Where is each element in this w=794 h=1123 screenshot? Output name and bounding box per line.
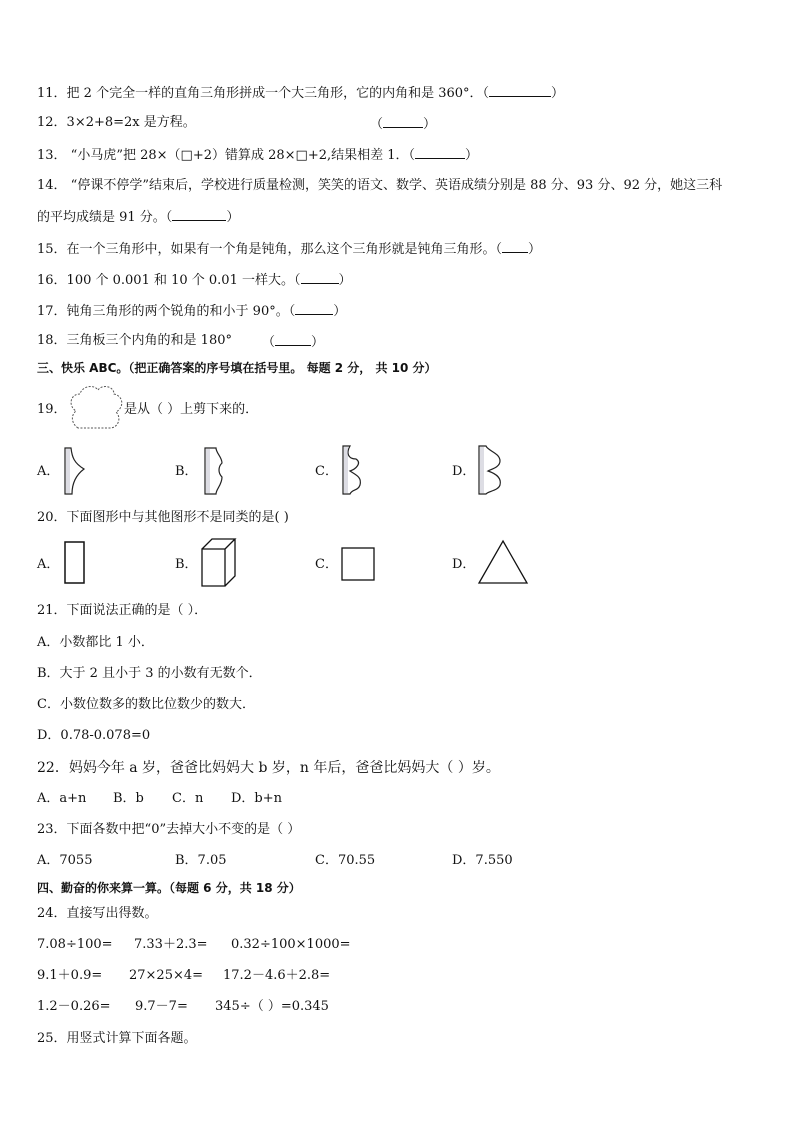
question-25: 25．用竖式计算下面各题。	[37, 1031, 197, 1046]
question-22: 22．妈妈今年 a 岁，爸爸比妈妈大 b 岁，n 年后，爸爸比妈妈大（ ）岁。	[37, 760, 500, 776]
question-17: 17．钝角三角形的两个锐角的和小于 90°。（ ）	[37, 304, 347, 319]
calc-item: 9.7－7=	[135, 999, 188, 1014]
shape-a-icon	[64, 447, 90, 495]
answer-blank[interactable]	[275, 333, 311, 346]
question-12: 12．3×2+8=2x 是方程。	[37, 115, 196, 130]
question-21: 21．下面说法正确的是（ ）．	[37, 603, 208, 618]
cloud-shape-icon	[68, 384, 124, 436]
square-shape-icon	[341, 547, 375, 581]
question-19-number: 19．	[37, 402, 67, 417]
question-16: 16．100 个 0.001 和 10 个 0.01 一样大。（ ）	[37, 273, 352, 288]
answer-blank[interactable]	[172, 208, 226, 221]
question-18: 18．三角板三个内角的和是 180°	[37, 333, 232, 348]
shape-b-icon	[204, 447, 230, 495]
q19-option-d[interactable]: D．	[452, 464, 476, 479]
q23-option-d[interactable]: D．7.550	[452, 853, 513, 868]
section-4-heading: 四、勤奋的你来算一算。（每题 6 分，共 18 分）	[37, 881, 301, 895]
question-23: 23．下面各数中把“0”去掉大小不变的是（ ）	[37, 822, 301, 837]
q23-option-a[interactable]: A．7055	[37, 853, 93, 868]
rectangle-shape-icon	[64, 541, 86, 585]
calc-item: 0.32÷100×1000=	[231, 937, 351, 952]
question-19-text: 是从（ ）上剪下来的．	[124, 402, 259, 417]
triangle-shape-icon	[478, 540, 528, 584]
q21-option-a[interactable]: A．小数都比 1 小．	[37, 635, 154, 650]
cuboid-shape-icon	[201, 538, 237, 588]
question-15: 15．在一个三角形中，如果有一个角是钝角，那么这个三角形就是钝角三角形。（ ）	[37, 242, 542, 257]
question-13: 13． “小马虎”把 28×（□+2）错算成 28×□+2,结果相差 1．（ ）	[37, 148, 479, 163]
answer-blank[interactable]	[301, 271, 339, 284]
question-14-line2: 的平均成绩是 91 分。（ ）	[37, 210, 240, 225]
calc-item: 7.33＋2.3=	[134, 937, 208, 952]
question-14-line1: 14． “停课不停学”结束后，学校进行质量检测，笑笑的语文、数学、英语成绩分别是 88 分、93 分、92 分，她这三科	[37, 178, 723, 193]
question-24: 24．直接写出得数。	[37, 906, 158, 921]
question-18-answer: （ ）	[262, 335, 325, 350]
q21-option-d[interactable]: D．0.78-0.078=0	[37, 728, 151, 743]
calc-item: 27×25×4=	[129, 968, 204, 983]
q23-option-b[interactable]: B．7.05	[175, 853, 227, 868]
question-11: 11．把 2 个完全一样的直角三角形拼成一个大三角形，它的内角和是 360°．（ ）	[37, 86, 565, 101]
question-20: 20．下面图形中与其他图形不是同类的是( )	[37, 510, 289, 525]
answer-blank[interactable]	[489, 84, 551, 97]
calc-item: 1.2－0.26=	[37, 999, 111, 1014]
q23-option-c[interactable]: C．70.55	[315, 853, 376, 868]
q22-option-c[interactable]: C．n	[172, 791, 204, 806]
q21-option-c[interactable]: C．小数位数多的数比位数少的数大．	[37, 697, 255, 712]
q20-option-c[interactable]: C．	[315, 557, 338, 572]
q19-option-c[interactable]: C．	[315, 464, 338, 479]
q19-option-a[interactable]: A．	[37, 464, 60, 479]
calc-item: 9.1＋0.9=	[37, 968, 103, 983]
q19-option-b[interactable]: B．	[175, 464, 198, 479]
answer-blank[interactable]	[383, 115, 423, 128]
calc-item: 7.08÷100=	[37, 937, 113, 952]
question-12-answer: （ ）	[370, 117, 437, 132]
shape-c-icon	[342, 445, 370, 495]
calc-item: 345÷（ ）=0.345	[215, 999, 329, 1014]
q20-option-b[interactable]: B．	[175, 557, 198, 572]
answer-blank[interactable]	[415, 146, 465, 159]
answer-blank[interactable]	[502, 240, 528, 253]
calc-item: 17.2－4.6＋2.8=	[223, 968, 331, 983]
shape-d-icon	[478, 445, 508, 495]
q20-option-a[interactable]: A．	[37, 557, 60, 572]
q22-option-d[interactable]: D．b+n	[231, 791, 283, 806]
answer-blank[interactable]	[295, 302, 333, 315]
q22-option-b[interactable]: B．b	[113, 791, 144, 806]
q21-option-b[interactable]: B．大于 2 且小于 3 的小数有无数个．	[37, 666, 262, 681]
q20-option-d[interactable]: D．	[452, 557, 476, 572]
q22-option-a[interactable]: A．a+n	[37, 791, 87, 806]
section-3-heading: 三、快乐 ABC。（把正确答案的序号填在括号里。 每题 2 分， 共 10 分）	[37, 361, 437, 375]
